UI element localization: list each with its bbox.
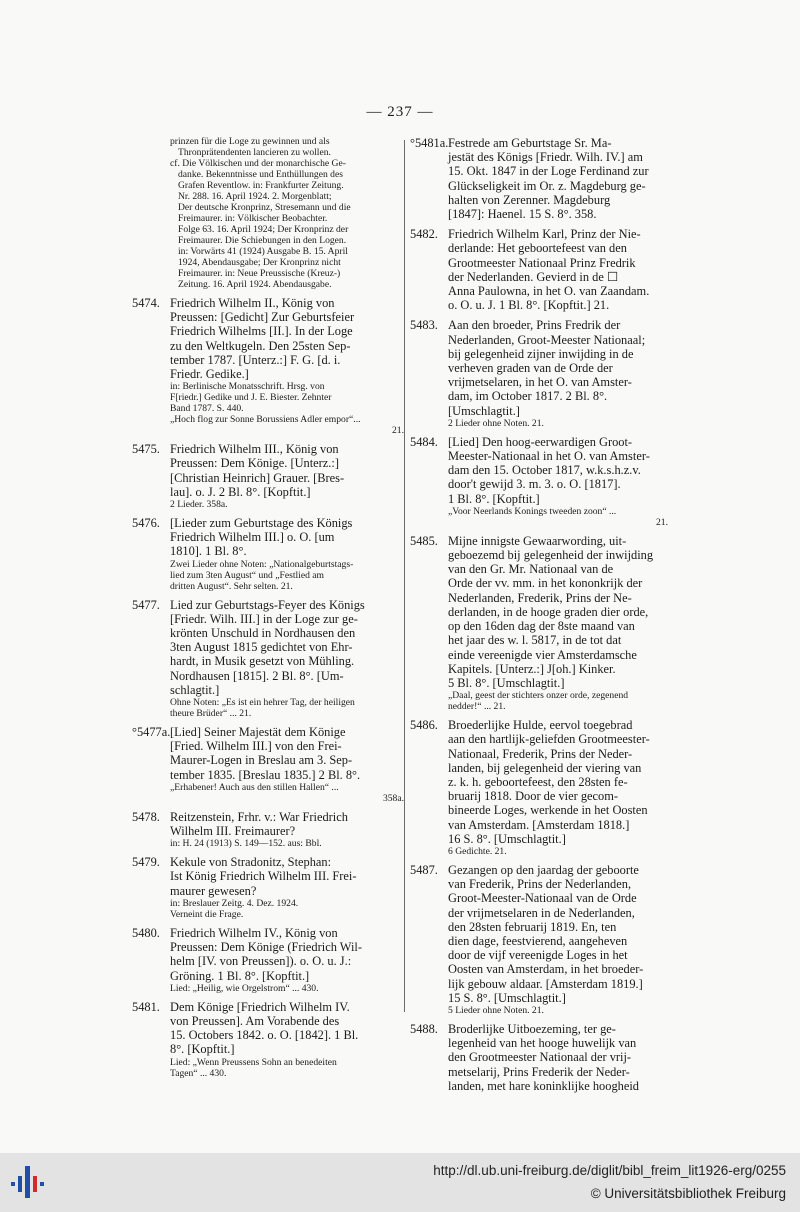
- fragment-line: danke. Bekenntnisse und Enthüllungen des: [178, 169, 343, 180]
- entry-text-line: z. k. h. geboortefeest, den 28sten fe-: [448, 774, 628, 789]
- entry-note-line: 358a.: [382, 792, 404, 804]
- bibliography-entry: [132, 516, 404, 592]
- bibliography-entry: [410, 718, 668, 857]
- entry-text-line: Dem Könige [Friedrich Wilhelm IV.: [170, 999, 350, 1014]
- entry-number: 5481.: [132, 999, 160, 1014]
- fragment-line: Der deutsche Kronprinz, Stresemann und die: [178, 202, 351, 213]
- entry-text-line: Lied zur Geburtstags-Feyer des Königs: [170, 597, 365, 612]
- entry-text-line: zu den Weltkugeln. Den 25sten Sep-: [170, 338, 351, 353]
- fragment-line: Freimaurer. in: Völkischer Beobachter.: [178, 213, 328, 224]
- entry-text-line: jestät des Königs [Friedr. Wilh. IV.] am: [448, 150, 643, 165]
- entry-number: 5487.: [410, 862, 438, 877]
- entry-text-line: von Preussen]. Am Vorabende des: [170, 1013, 340, 1028]
- entry-text-line: Preussen: Dem Könige. [Unterz.:]: [170, 456, 339, 471]
- entry-text-line: Friedr. Gedike.]: [170, 367, 249, 382]
- entry-text-line: Friedrich Wilhelm II., König von: [170, 296, 335, 310]
- entry-text-line: maurer gewesen?: [170, 883, 257, 898]
- entry-text-line: op den 16den dag der 8ste maand van: [448, 619, 635, 634]
- entry-text-line: van den Gr. Mr. Nationaal van de: [448, 562, 614, 577]
- entry-text-line: van Frederik, Prins der Nederlanden,: [448, 877, 632, 892]
- entry-text-line: Glückseligkeit im Or. z. Magdeburg ge-: [448, 178, 646, 193]
- entry-text-line: tember 1835. [Breslau 1835.] 2 Bl. 8°.: [170, 767, 361, 782]
- entry-text-line: Broderlijke Uitboezeming, ter ge-: [448, 1021, 616, 1036]
- fragment-line: Grafen Reventlow. in: Frankfurter Zeitung.: [178, 180, 344, 191]
- entry-note-line: „Daal, geest der stichters onzer orde, zegenend: [448, 690, 629, 702]
- entry-text-line: [1847]: Haenel. 15 S. 8°. 358.: [448, 207, 597, 222]
- fragment-line: Nr. 288. 16. April 1924. 2. Morgenblatt;: [178, 191, 332, 202]
- fragment-line: 1924, Abendausgabe; Der Kronprinz nicht: [178, 257, 341, 268]
- entry-text-line: Reitzenstein, Frhr. v.: War Friedrich: [170, 809, 348, 824]
- entry-number: 5478.: [132, 809, 160, 824]
- entry-text-line: lijk gebouw aldaar. [Amsterdam 1819.]: [448, 976, 643, 991]
- entry-text-line: Ist König Friedrich Wilhelm III. Frei-: [170, 869, 357, 884]
- column-divider: [404, 140, 405, 1012]
- bibliography-entry: [410, 136, 668, 221]
- entry-number: 5474.: [132, 296, 160, 310]
- bibliography-entry: [132, 1000, 404, 1079]
- entry-text-line: o. O. u. J. 1 Bl. 8°. [Kopftit.] 21.: [448, 298, 610, 313]
- entry-note-line: lied zum 3ten August“ und „Festlied am: [170, 569, 325, 581]
- entry-note-line: Ohne Noten: „Es ist ein hehrer Tag, der heiligen: [170, 697, 355, 709]
- entry-text-line: Gezangen op den jaardag der geboorte: [448, 862, 639, 877]
- entry-note-line: in: Breslauer Zeitg. 4. Dez. 1924.: [170, 897, 299, 909]
- entry-text-line: den Grootmeester Nationaal der vrij-: [448, 1050, 632, 1065]
- entry-text-line: Festrede am Geburtstage Sr. Ma-: [448, 136, 612, 150]
- entry-text-line: Nationaal, Frederik, Prins der Neder-: [448, 746, 633, 761]
- entry-text-line: vrijmetselaren, in het O. van Amster-: [448, 375, 632, 390]
- entry-note-line: „Hoch flog zur Sonne Borussiens Adler empor“...: [170, 414, 361, 426]
- document-url-link[interactable]: http://dl.ub.uni-freiburg.de/diglit/bibl_freim_lit1926-erg/0255: [433, 1163, 786, 1178]
- fragment-line: Freimaurer. Die Schiebungen in den Logen.: [178, 235, 347, 246]
- entry-note-line: 5 Lieder ohne Noten. 21.: [448, 1004, 544, 1016]
- entry-text-line: schlagtit.]: [170, 682, 220, 697]
- entry-text-line: Oosten van Amsterdam, in het broeder-: [448, 962, 644, 977]
- entry-text-line: dam, im October 1817. 2 Bl. 8°.: [448, 389, 608, 404]
- entry-note-line: Zwei Lieder ohne Noten: „Nationalgeburtstags-: [170, 558, 354, 570]
- entry-text-line: krönten Unschuld in Nordhausen den: [170, 626, 356, 641]
- entry-text-line: landen, met hare koninklijke hoogheid: [448, 1078, 639, 1093]
- bibliography-entry: [410, 318, 668, 428]
- entry-note-line: 2 Lieder ohne Noten. 21.: [448, 417, 544, 429]
- entry-text-line: derlande: Het geboortefeest van den: [448, 241, 627, 256]
- ub-freiburg-logo-icon[interactable]: [10, 1162, 50, 1202]
- entry-text-line: Preussen: [Gedicht] Zur Geburtsfeier: [170, 310, 355, 325]
- entry-note-line: Verneint die Frage.: [170, 908, 244, 920]
- entry-text-line: 15 S. 8°. [Umschlagtit.]: [448, 990, 566, 1005]
- entry-text-line: Nederlanden, Frederik, Prins der Ne-: [448, 590, 632, 605]
- entry-text-line: Wilhelm III. Freimaurer?: [170, 824, 296, 839]
- entry-number: 5482.: [410, 227, 438, 242]
- left-column: [132, 136, 404, 1085]
- entry-text-line: 1810]. 1 Bl. 8°.: [170, 544, 247, 559]
- entry-text-line: 16 S. 8°. [Umschlagtit.]: [448, 831, 566, 846]
- entry-text-line: landen, bij gelegenheid der viering van: [448, 760, 642, 775]
- entry-note-line: Lied: „Wenn Preussens Sohn an benedeiten: [170, 1056, 337, 1068]
- entry-text-line: van Amsterdam. [Amsterdam 1818.]: [448, 817, 630, 832]
- entry-text-line: Kapitels. [Unterz.:] J[oh.] Kinker.: [448, 661, 616, 676]
- entry-note-line: in: Berlinische Monatsschrift. Hrsg. von: [170, 381, 325, 393]
- fragment-line: in: Vorwärts 41 (1924) Ausgabe B. 15. April: [178, 246, 348, 257]
- entry-number: 5483.: [410, 318, 438, 333]
- entry-text-line: [Lied] Seiner Majestät dem Könige: [170, 725, 346, 740]
- entry-text-line: Friedrich Wilhelm III., König von: [170, 442, 339, 457]
- entry-text-line: tember 1787. [Unterz.:] F. G. [d. i.: [170, 352, 341, 367]
- entry-text-line: einde vereenigde vier Amsterdamsche: [448, 647, 637, 662]
- entry-note-line: F[riedr.] Gedike und J. E. Biester. Zehnter: [170, 392, 332, 404]
- bibliography-entry: [132, 855, 404, 920]
- entry-text-line: der Nederlanden. Gevierd in de ☐: [448, 269, 619, 284]
- entry-note-line: 6 Gedichte. 21.: [448, 845, 507, 857]
- left-entries: [132, 296, 404, 1079]
- bibliography-entry: [410, 227, 668, 312]
- entry-text-line: [Fried. Wilhelm III.] von den Frei-: [170, 739, 342, 754]
- entry-text-line: Preussen: Dem Könige (Friedrich Wil-: [170, 940, 362, 955]
- entry-text-line: Gröning. 1 Bl. 8°. [Kopftit.]: [170, 968, 310, 983]
- fragment-line: Folge 63. 16. April 1924; Der Kronprinz der: [178, 224, 349, 235]
- entry-text-line: 15. Octobers 1842. o. O. [1842]. 1 Bl.: [170, 1028, 359, 1043]
- entry-text-line: Mijne innigste Gewaarwording, uit-: [448, 533, 627, 548]
- bibliography-entry: [132, 442, 404, 510]
- bibliography-entry: [132, 296, 404, 436]
- right-column: [410, 136, 668, 1099]
- entry-note-line: Lied: „Heilig, wie Orgelstrom“ ... 430.: [170, 982, 319, 994]
- entry-note-line: Band 1787. S. 440.: [170, 403, 244, 415]
- fragment-line: prinzen für die Loge zu gewinnen und als: [170, 136, 330, 147]
- entry-text-line: verheven graden van de Orde der: [448, 361, 613, 376]
- entry-text-line: hardt, in Musik gesetzt von Mühling.: [170, 654, 355, 669]
- entry-text-line: Anna Paulowna, in het O. van Zaandam.: [448, 284, 650, 299]
- entry-note-line: in: H. 24 (1913) S. 149—152. aus: Bbl.: [170, 838, 322, 850]
- entry-text-line: [Friedr. Wilh. III.] in der Loge zur ge-: [170, 611, 358, 626]
- entry-text-line: den 28sten februarij 1819. En, ten: [448, 919, 617, 934]
- bibliography-entry: [410, 435, 668, 528]
- entry-text-line: Nordhausen [1815]. 2 Bl. 8°. [Um-: [170, 668, 344, 683]
- entry-text-line: bineerde Loges, werkende in het Oosten: [448, 803, 648, 818]
- entry-number: °5481a.: [410, 136, 449, 150]
- right-entries: [410, 136, 668, 1093]
- fragment-line: Freimaurer. in: Neue Preussische (Kreuz-): [178, 268, 341, 279]
- entry-text-line: 5 Bl. 8°. [Umschlagtit.]: [448, 675, 565, 690]
- entry-note-line: 2 Lieder. 358a.: [170, 499, 228, 511]
- entry-number: 5485.: [410, 533, 438, 548]
- entry-note-line: theure Brüder“ ... 21.: [170, 708, 252, 720]
- entry-number: 5480.: [132, 925, 160, 940]
- entry-text-line: bij gelegenheid zijner inwijding in de: [448, 346, 634, 361]
- entry-text-line: [Umschlagtit.]: [448, 403, 520, 418]
- entry-text-line: Broederlijke Hulde, eervol toegebrad: [448, 718, 633, 733]
- entry-text-line: aan den hartlijk-geliefden Grootmeester-: [448, 732, 650, 747]
- entry-text-line: 3ten August 1815 gedichtet von Ehr-: [170, 640, 353, 655]
- entry-text-line: derlanden, in de hooge graden dier orde,: [448, 604, 649, 619]
- entry-text-line: Kekule von Stradonitz, Stephan:: [170, 855, 332, 870]
- bibliography-entry: [132, 598, 404, 719]
- viewer-footer: [0, 1153, 800, 1212]
- bibliography-entry: [132, 725, 404, 804]
- entry-text-line: 15. Okt. 1847 in der Loge Ferdinand zur: [448, 164, 649, 179]
- fragment-line: Zeitung. 16. April 1924. Abendausgabe.: [178, 279, 332, 290]
- entry-number: °5477a.: [132, 725, 171, 740]
- bibliography-entry: [410, 534, 668, 712]
- continued-entry-fragment: [132, 136, 404, 290]
- entry-text-line: Grootmeester Nationaal Prinz Fredrik: [448, 255, 636, 270]
- entry-text-line: halten von Zerenner. Magdeburg: [448, 192, 611, 207]
- entry-text-line: Nederlanden, Groot-Meester Nationaal;: [448, 332, 646, 347]
- entry-text-line: dam den 15. October 1817, w.k.s.h.z.v.: [448, 463, 641, 478]
- entry-text-line: geboezemd bij gelegenheid der inwijding: [448, 548, 654, 563]
- bibliography-entry: [132, 926, 404, 994]
- entry-note-line: Tagen“ ... 430.: [170, 1067, 227, 1079]
- entry-text-line: metselarij, Prins Frederik der Neder-: [448, 1064, 630, 1079]
- fragment-line: Thronprätendenten lancieren zu wollen.: [178, 147, 331, 158]
- entry-text-line: Friedrich Wilhelm Karl, Prinz der Nie-: [448, 227, 641, 242]
- entry-note-line: dritten August“. Sehr selten. 21.: [170, 580, 293, 592]
- entry-number: 5475.: [132, 442, 160, 457]
- bibliography-entry: [410, 863, 668, 1016]
- entry-text-line: Friedrich Wilhelms [II.]. In der Loge: [170, 324, 353, 339]
- entry-text-line: het jaar des w. l. 5817, in de tot dat: [448, 633, 622, 648]
- entry-text-line: lau]. o. J. 2 Bl. 8°. [Kopftit.]: [170, 484, 311, 499]
- bibliography-entry: [132, 810, 404, 849]
- entry-text-line: Aan den broeder, Prins Fredrik der: [448, 318, 621, 333]
- copyright-notice: © Universitätsbibliothek Freiburg: [590, 1186, 786, 1201]
- entry-text-line: [Lieder zum Geburtstage des Königs: [170, 516, 353, 531]
- entry-text-line: Orde der vv. mm. in het kononkrijk der: [448, 576, 643, 591]
- entry-number: 5486.: [410, 718, 438, 733]
- entry-text-line: [Lied] Den hoog-eerwardigen Groot-: [448, 434, 633, 449]
- entry-library-mark: 21.: [392, 425, 404, 437]
- entry-number: 5476.: [132, 516, 160, 531]
- fragment-line: cf. Die Völkischen und der monarchische Ge-: [170, 158, 346, 169]
- entry-note-line: „Erhabener! Auch aus den stillen Hallen“ ...: [170, 781, 339, 793]
- entry-text-line: Friedrich Wilhelm III.] o. O. [um: [170, 530, 335, 545]
- entry-number: 5479.: [132, 855, 160, 870]
- entry-note-line: „Voor Neerlands Konings tweeden zoon“ ...: [448, 505, 617, 517]
- entry-text-line: der vrijmetselaren in de Nederlanden,: [448, 905, 635, 920]
- entry-text-line: door't gewijd 3. m. 3. o. O. [1817].: [448, 477, 621, 492]
- page-number: — 237 —: [366, 104, 434, 120]
- entry-text-line: door de vijf vereenigde Loges in het: [448, 948, 628, 963]
- entry-text-line: 8°. [Kopftit.]: [170, 1042, 235, 1057]
- entry-note-line: nedder!“ ... 21.: [448, 701, 506, 713]
- entry-text-line: bruarij 1818. Door de vier gecom-: [448, 789, 618, 804]
- bibliography-entry: [410, 1022, 668, 1093]
- entry-text-line: Maurer-Logen in Breslau am 3. Sep-: [170, 753, 353, 768]
- entry-text-line: 1 Bl. 8°. [Kopftit.]: [448, 491, 540, 506]
- entry-text-line: legenheid van het hooge huwelijk van: [448, 1036, 637, 1051]
- entry-number: 5488.: [410, 1021, 438, 1036]
- entry-text-line: helm [IV. von Preussen]). o. O. u. J.:: [170, 954, 352, 969]
- entry-note-line: 21.: [656, 516, 668, 528]
- entry-number: 5484.: [410, 434, 438, 449]
- entry-text-line: Meester-Nationaal in het O. van Amster-: [448, 449, 650, 464]
- entry-text-line: [Christian Heinrich] Grauer. [Bres-: [170, 470, 345, 485]
- entry-text-line: dien dage, feestvierend, aangeheven: [448, 933, 628, 948]
- entry-text-line: Friedrich Wilhelm IV., König von: [170, 925, 338, 940]
- entry-text-line: Groot-Meester-Nationaal van de Orde: [448, 891, 637, 906]
- entry-number: 5477.: [132, 597, 160, 612]
